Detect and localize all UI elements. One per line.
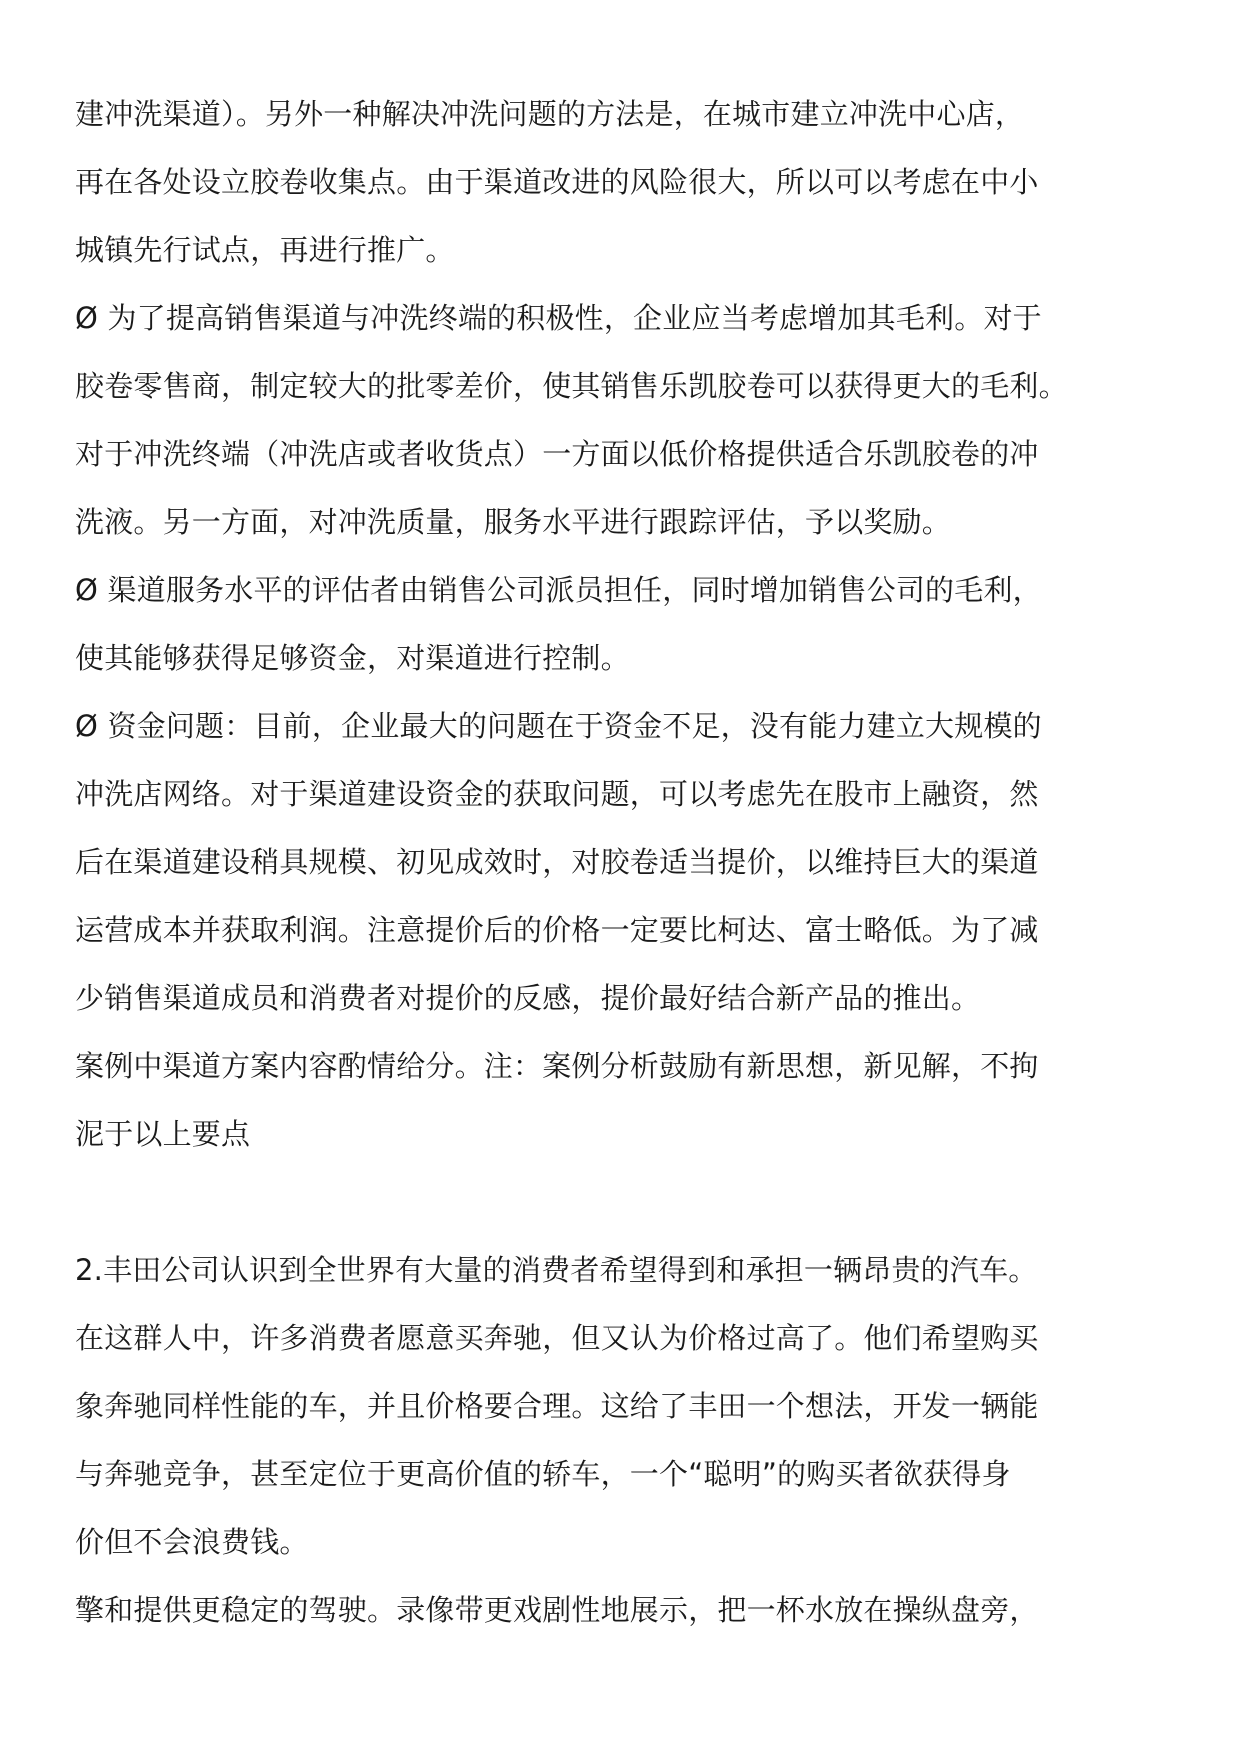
text-line: 少销售渠道成员和消费者对提价的反感，提价最好结合新产品的推出。 [75,981,981,1015]
text-line: 运营成本并获取利润。注意提价后的价格一定要比柯达、富士略低。为了减 [75,913,1039,947]
text-line: 在这群人中，许多消费者愿意买奔驰，但又认为价格过高了。他们希望购买 [75,1321,1039,1355]
blank-line [75,1168,1167,1236]
text-line: 案例中渠道方案内容酌情给分。注：案例分析鼓励有新思想，新见解，不拘 [75,1049,1039,1083]
text-line: 建冲洗渠道）。另外一种解决冲洗问题的方法是，在城市建立冲洗中心店， [75,97,1025,131]
text-line: 象奔驰同样性能的车，并且价格要合理。这给了丰田一个想法，开发一辆能 [75,1389,1039,1423]
text-line: 泥于以上要点 [75,1117,251,1151]
text-line: 胶卷零售商，制定较大的批零差价，使其销售乐凯胶卷可以获得更大的毛利。 [75,369,1068,403]
text-line: 价但不会浪费钱。 [75,1525,309,1559]
text-line: 对于冲洗终端（冲洗店或者收货点）一方面以低价格提供适合乐凯胶卷的冲 [75,437,1039,471]
document-body [75,80,1167,1644]
text-line: 再在各处设立胶卷收集点。由于渠道改进的风险很大，所以可以考虑在中小 [75,165,1039,199]
text-line: Ø 渠道服务水平的评估者由销售公司派员担任，同时增加销售公司的毛利， [75,573,1042,607]
text-line: 洗液。另一方面，对冲洗质量，服务水平进行跟踪评估，予以奖励。 [75,505,952,539]
text-line: 擎和提供更稳定的驾驶。录像带更戏剧性地展示，把一杯水放在操纵盘旁， [75,1593,1039,1627]
text-line: Ø 为了提高销售渠道与冲洗终端的积极性，企业应当考虑增加其毛利。对于 [75,301,1042,335]
text-line: 城镇先行试点，再进行推广。 [75,233,455,267]
text-line: 后在渠道建设稍具规模、初见成效时，对胶卷适当提价，以维持巨大的渠道 [75,845,1039,879]
text-line: 使其能够获得足够资金，对渠道进行控制。 [75,641,630,675]
text-line: 与奔驰竞争，甚至定位于更高价值的轿车，一个“聪明”的购买者欲获得身 [75,1457,1011,1491]
text-line: Ø 资金问题：目前，企业最大的问题在于资金不足，没有能力建立大规模的 [75,709,1042,743]
text-line: 2.丰田公司认识到全世界有大量的消费者希望得到和承担一辆昂贵的汽车。 [75,1253,1038,1287]
text-line: 冲洗店网络。对于渠道建设资金的获取问题，可以考虑先在股市上融资，然 [75,777,1039,811]
